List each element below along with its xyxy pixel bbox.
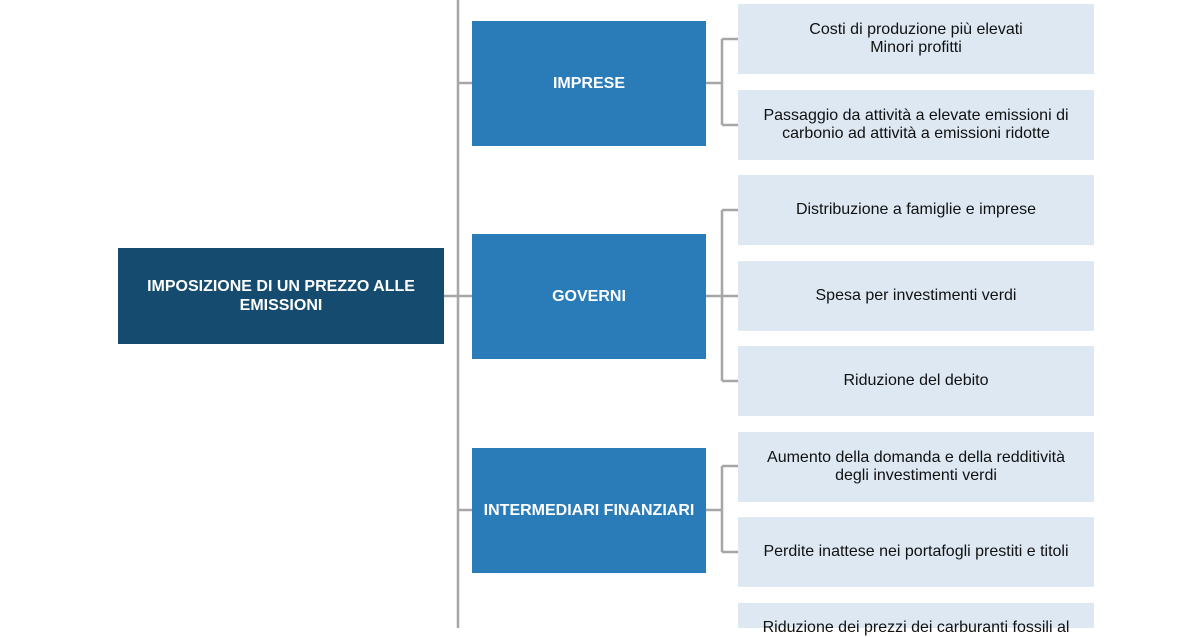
branch-node-governi [472,234,706,359]
root-label-line1: IMPOSIZIONE DI UN PREZZO ALLE [147,278,415,295]
leaf-text-line: carbonio ad attività a emissioni ridotte [782,125,1050,142]
leaf-text-line: Minori profitti [870,39,962,56]
leaf-node [738,4,1094,74]
leaf-text-line: Riduzione dei prezzi dei carburanti fossili al [762,619,1070,636]
leaf-text-line: Aumento della domanda e della redditività [767,449,1065,466]
leaf-text-line: Distribuzione a famiglie e imprese [795,201,1037,218]
leaf-node [738,346,1094,416]
leaf-node [738,175,1094,245]
root-label-line2: EMISSIONI [239,297,323,314]
leaf-text-line: Riduzione del debito [843,372,989,389]
leaf-node-partial [738,603,1094,636]
leaf-text-line: Spesa per investimenti verdi [815,287,1017,304]
branch-node-intermediari [472,448,706,573]
leaf-text-line: Perdite inattese nei portafogli prestiti e titoli [763,543,1069,560]
branch-label: INTERMEDIARI FINANZIARI [483,502,695,519]
root-node [118,248,444,344]
leaf-text-line: Passaggio da attività a elevate emissioni di [763,107,1069,124]
leaf-node [738,432,1094,502]
leaf-node [738,261,1094,331]
branch-label: GOVERNI [552,288,626,305]
branch-node-imprese [472,21,706,146]
leaf-node [738,90,1094,160]
branch-label: IMPRESE [552,75,625,92]
leaf-text-line: Costi di produzione più elevati [809,21,1023,38]
leaf-node [738,517,1094,587]
leaf-text-line: degli investimenti verdi [835,467,997,484]
